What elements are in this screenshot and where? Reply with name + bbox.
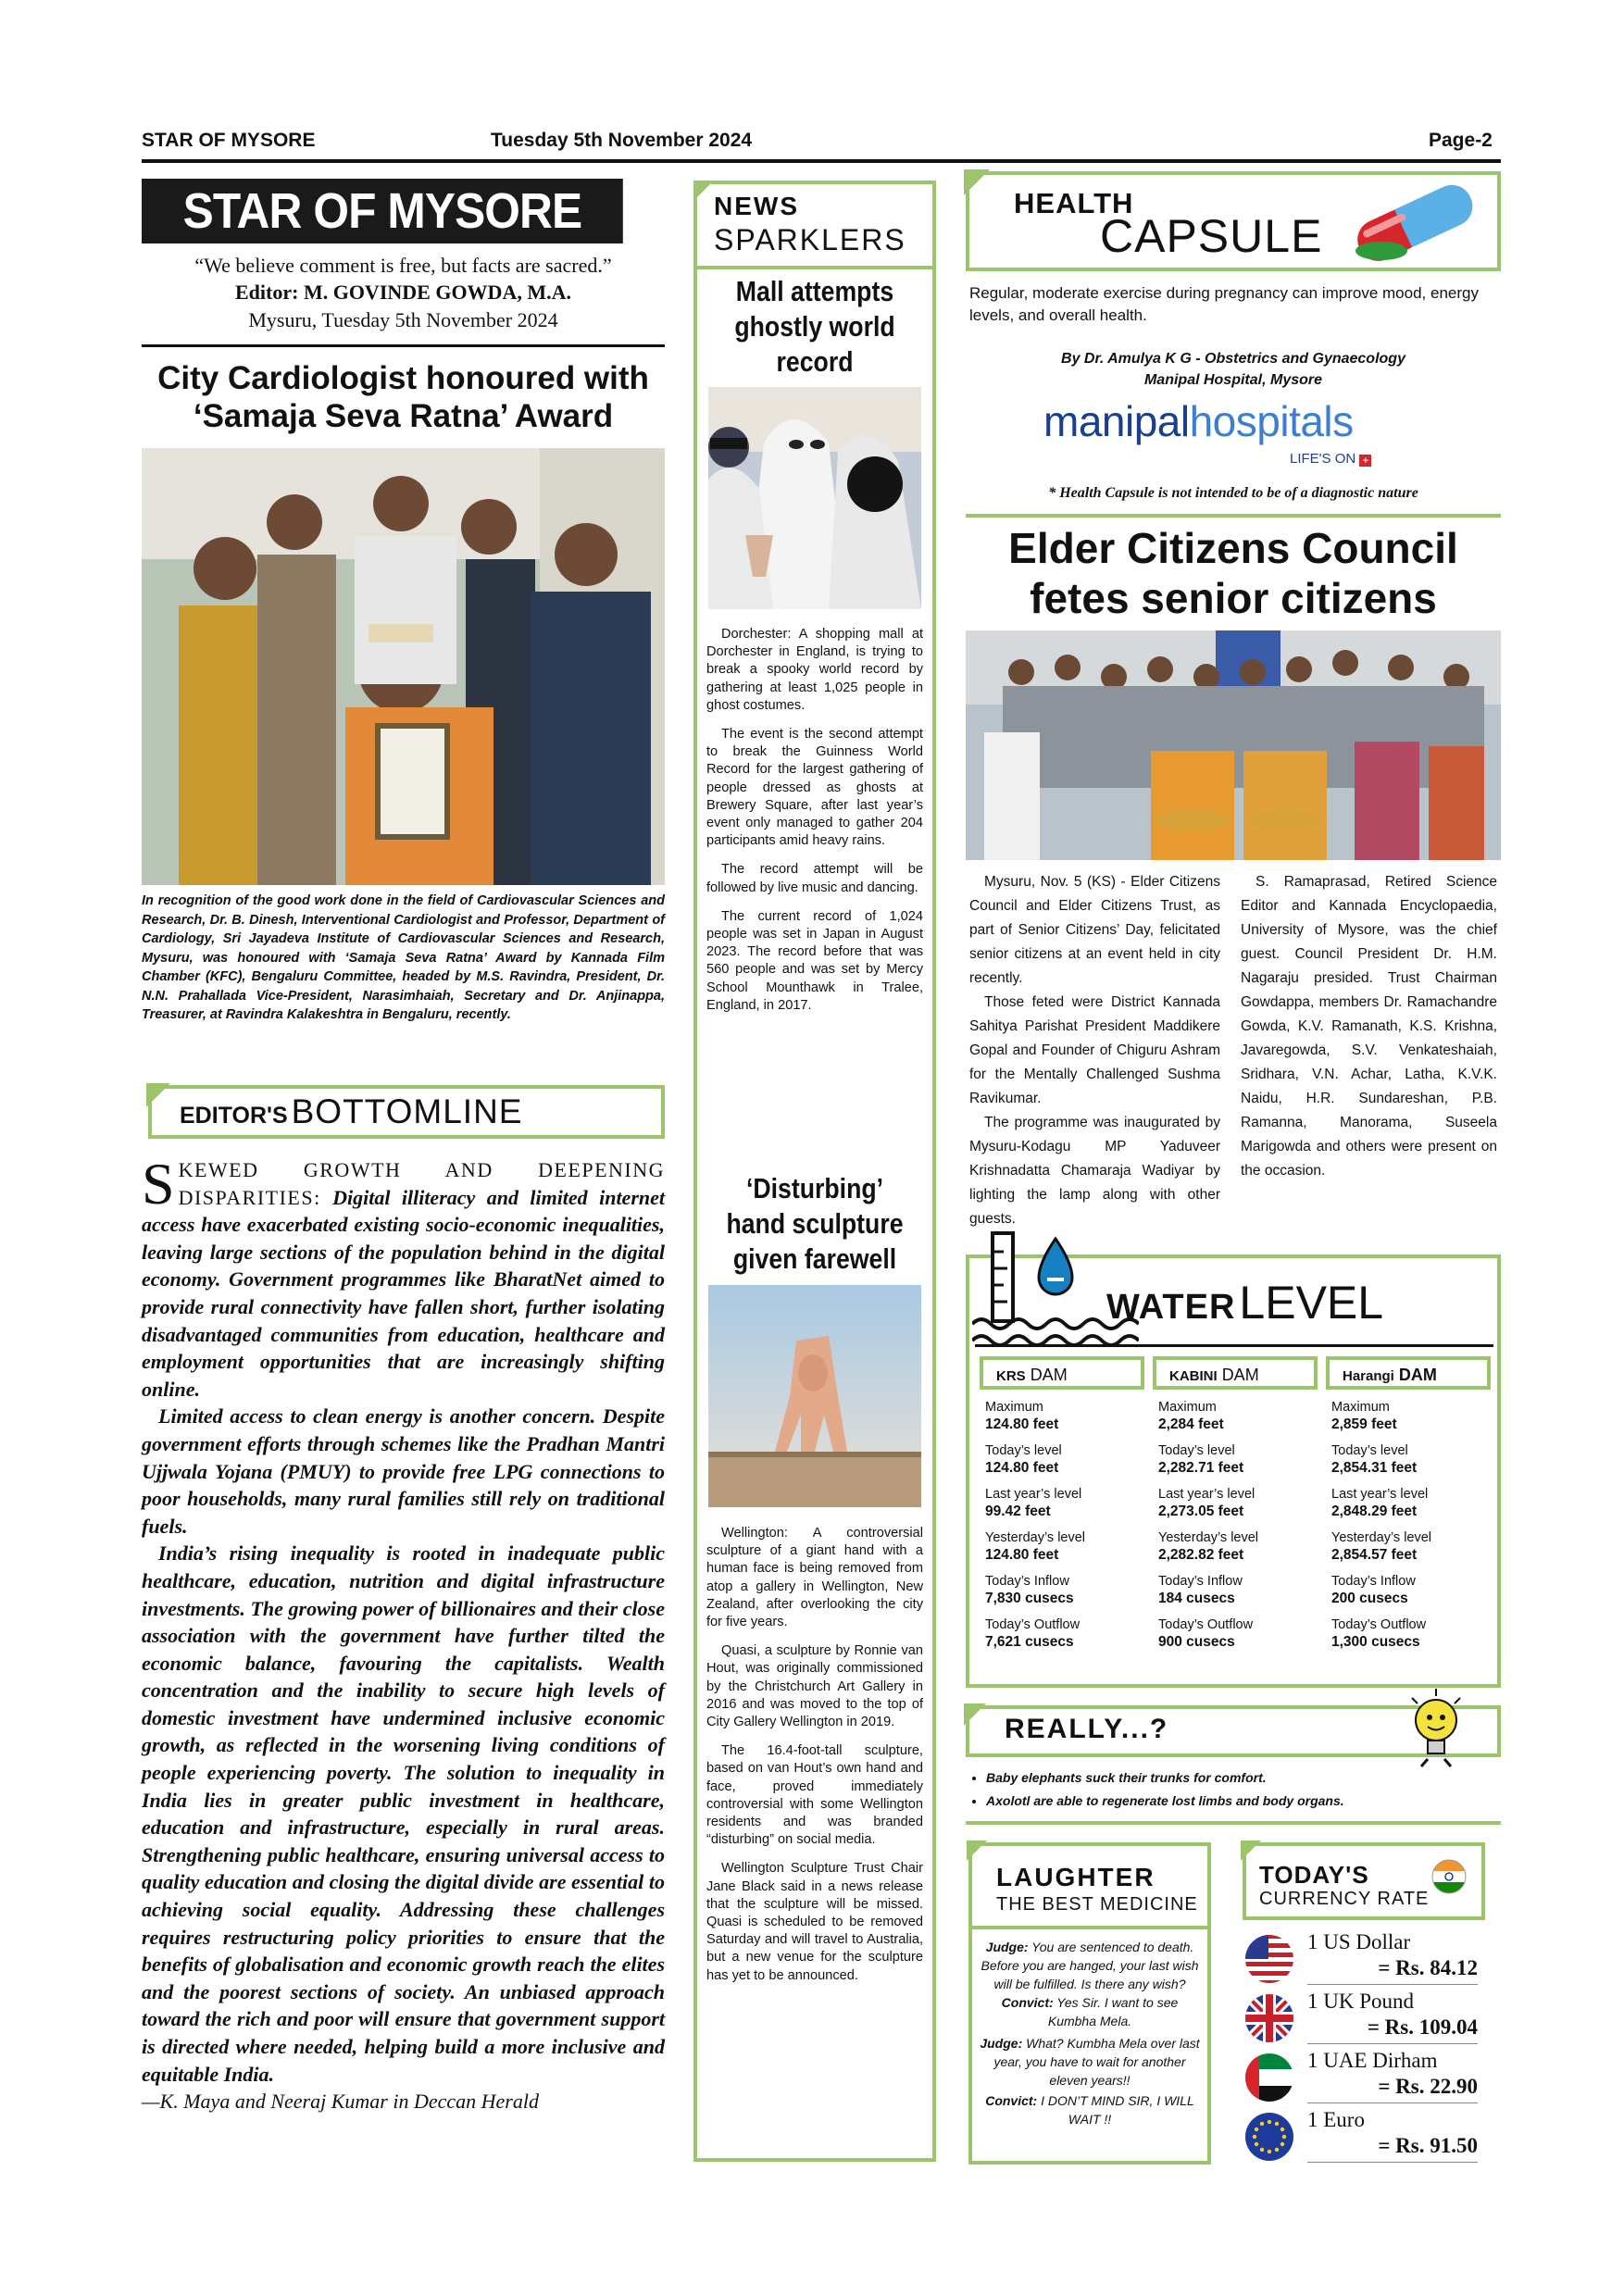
dam-reading-value: 2,284 feet <box>1158 1416 1224 1432</box>
bottomline-lead-caps: KEWED GROWTH AND DEEPENING DISPARITIES: <box>178 1158 665 1209</box>
dam-name-tab <box>1153 1356 1318 1390</box>
laughter-exchange <box>976 2034 1204 2090</box>
hand-sculpture-para: Wellington Sculpture Trust Chair Jane Black said in a news release that the sculpture will be missed. Quasi is scheduled to be removed Saturday and will travel to Australia, but a new venue for the sculpture has yet to be announced. <box>706 1861 923 1983</box>
bottomline-label-box <box>148 1085 665 1139</box>
dam-reading-label: Today’s level <box>985 1443 1062 1458</box>
corner-flag-icon <box>964 169 990 195</box>
plus-icon: + <box>1359 455 1371 467</box>
dam-name-tab <box>980 1356 1144 1390</box>
dam-reading-value: 900 cusecs <box>1158 1634 1235 1650</box>
india-flag-icon <box>1430 1858 1468 1895</box>
dam-harangi <box>1326 1356 1491 1660</box>
dam-reading-value: 2,854.31 feet <box>1331 1460 1418 1476</box>
dam-reading-label: Today’s level <box>1331 1443 1408 1458</box>
bottomline-dropcap: S <box>142 1151 175 1217</box>
laughter-line: You are sentenced to death. Before you are hanged, your last wish will be fulfilled. Is there any wish? <box>981 1940 1199 1991</box>
corner-flag-icon <box>1241 1841 1261 1861</box>
dam-reading-label: Today’s Outflow <box>1158 1617 1254 1632</box>
dam-reading-value: 124.80 feet <box>985 1547 1059 1563</box>
bottomline-label <box>180 1092 522 1131</box>
masthead-dateline: Mysuru, Tuesday 5th November 2024 <box>248 308 558 331</box>
dam-name: KABINI <box>1169 1368 1218 1384</box>
cardiologist-award-photo <box>142 448 665 885</box>
dam-reading-value: 184 cusecs <box>1158 1591 1235 1606</box>
eu-flag-icon <box>1244 2112 1294 2162</box>
elder-citizens-col2 <box>1241 870 1497 1183</box>
elder-citizens-headline <box>966 523 1501 623</box>
health-byline <box>969 348 1497 391</box>
dam-reading-value: 200 cusecs <box>1331 1591 1408 1606</box>
uk-flag-icon <box>1244 1993 1294 2043</box>
dam-reading-label: Last year’s level <box>1158 1487 1255 1502</box>
dam-reading-value: 2,282.71 feet <box>1158 1460 1244 1476</box>
laughter-label-bold: LAUGHTER <box>996 1863 1156 1891</box>
dam-reading-label: Today’s Inflow <box>1331 1574 1416 1589</box>
dam-reading-label: Yesterday’s level <box>1331 1530 1432 1545</box>
laughter-exchange <box>976 1938 1204 2030</box>
dam-reading-value: 2,273.05 feet <box>1158 1504 1244 1519</box>
dam-reading-value: 2,859 feet <box>1331 1416 1397 1432</box>
dam-suffix: DAM <box>1398 1366 1437 1384</box>
currency-name: 1 Euro <box>1307 2108 1365 2131</box>
laughter-exchange <box>976 2091 1204 2128</box>
elder-citizens-photo <box>966 630 1501 860</box>
dam-reading-label: Last year’s level <box>985 1487 1082 1502</box>
bottomline-credit: —K. Maya and Neeraj Kumar in Deccan Herald <box>142 2090 539 2114</box>
currency-name: 1 UK Pound <box>1307 1990 1415 2013</box>
currency-label-light: CURRENCY RATE <box>1259 1889 1430 1909</box>
dam-name: Harangi <box>1343 1368 1394 1384</box>
currency-underline <box>1307 2043 1478 2044</box>
bottomline-para-3: India’s rising inequality is rooted in inadequate public healthcare, education, nutrition and digital infrastructure investments. The growing power of billionaires and their close association with the government have further tilted the economic balance, favouring the capitalists. Wealth concentration and the inability to secure high levels of domestic investment have undermined inclusive economic growth, as reflected in the worsening living conditions of people experiencing poverty. The solution to inequality in India lies in greater public investment in healthcare, education and infrastructure, especially in rural areas. Strengthening public healthcare, ensuring universal access to quality education and closing the digital divide are essential to achieving social equality. Addressing these challenges requires restructuring policy priorities to ensure that the benefits of globalisation and economic growth reach the elites and the poorest sections of society. An unbiased approach toward the rich and poor will ensure that government support is directed where needed, helping build a more inclusive and equitable India. <box>142 1541 665 2086</box>
laughter-speaker: Judge: <box>985 1940 1029 1954</box>
ghost-record-para: Dorchester: A shopping mall at Dorchester in England, is trying to break a spooky world record by gathering at least 1,025 people in ghost costumes. <box>706 627 923 713</box>
elder-citizens-headline-line2: fetes senior citizens <box>1030 574 1437 622</box>
dam-reading-label: Today’s level <box>1158 1443 1235 1458</box>
dam-reading-label: Last year’s level <box>1331 1487 1429 1502</box>
manipal-logo-part2: hospitals <box>1189 397 1354 445</box>
dam-reading-label: Today’s Inflow <box>985 1574 1069 1589</box>
really-fact: • Baby elephants suck their trunks for comfort. <box>986 1766 1514 1790</box>
dam-reading-label: Maximum <box>985 1400 1043 1415</box>
bottomline-body <box>142 1151 665 2115</box>
currency-row <box>1243 1930 1485 1990</box>
news-sparklers-big: SPARKLERS <box>714 223 906 256</box>
health-capsule-small: HEALTH <box>1014 187 1134 219</box>
masthead-motto: “We believe comment is free, but facts are sacred.” <box>194 254 612 277</box>
bottomline-label-small: EDITOR'S <box>180 1103 288 1129</box>
really-fact: • Axolotl are able to regenerate lost limbs and body organs. <box>986 1790 1514 1813</box>
dam-readings <box>1153 1390 1318 1652</box>
really-label: REALLY...? <box>1005 1714 1169 1744</box>
dam-reading-value: 2,282.82 feet <box>1158 1547 1244 1563</box>
currency-underline <box>1307 2162 1478 2163</box>
laughter-line: Yes Sir. I want to see Kumbha Mela. <box>1047 1995 1179 2028</box>
laughter-speaker: Judge: <box>980 2036 1023 2051</box>
laughter-line: What? Kumbha Mela over last year, you have to wait for another eleven years!! <box>993 2036 1200 2088</box>
dam-reading-value: 99.42 feet <box>985 1504 1051 1519</box>
water-level-light: LEVEL <box>1239 1277 1384 1329</box>
really-rule <box>966 1821 1501 1825</box>
elder-citizens-para: S. Ramaprasad, Retired Science Editor and Kannada Encyclopaedia, University of Mysore, was the chief guest. Council President Dr. H.M. Nagaraju presided. Trust Chairman Gowdappa, members Dr. Ramachandre Gowda, K.V. Ramanath, K.S. Krishna, Javaregowda, S.V. Venkateshaiah, Sridhara, V.N. Achar, Latha, K.V.K. Naidu, H.R. Sundareshan, P.B. Ramanna, Manorama, Suseela Marigowda and others were present on the occasion. <box>1241 874 1497 1179</box>
dam-suffix: DAM <box>1221 1366 1259 1384</box>
dam-reading-label: Maximum <box>1158 1400 1217 1415</box>
manipal-tagline-text: LIFE'S ON <box>1290 451 1356 467</box>
hand-sculpture-body <box>706 1525 923 1996</box>
masthead-title: STAR OF MYSORE <box>142 179 623 243</box>
dam-reading-value: 7,621 cusecs <box>985 1634 1074 1650</box>
capsule-pill-icon <box>1344 179 1488 267</box>
dam-reading-label: Maximum <box>1331 1400 1390 1415</box>
uae-flag-icon <box>1244 2053 1294 2103</box>
corner-flag-icon <box>967 1841 987 1861</box>
currency-underline <box>1307 1984 1478 1985</box>
health-tip: Regular, moderate exercise during pregnancy can improve mood, energy levels, and overall health. <box>969 284 1479 324</box>
hand-sculpture-headline: ‘Disturbing’ hand sculpture given farewell <box>726 1172 904 1275</box>
corner-flag-icon <box>964 1703 986 1726</box>
dam-reading-label: Yesterday’s level <box>985 1530 1086 1545</box>
running-header-page: Page-2 <box>1429 130 1493 151</box>
hand-sculpture-para: Wellington: A controversial sculpture of a giant hand with a human face is being removed from atop a gallery in Wellington, New Zealand, after overlooking the city for five years. <box>706 1526 923 1630</box>
currency-row <box>1243 2049 1485 2108</box>
cardiologist-headline-line1: City Cardiologist honoured with <box>157 360 649 396</box>
running-header-date: Tuesday 5th November 2024 <box>491 130 753 151</box>
dam-kabini <box>1153 1356 1318 1660</box>
health-byline-hospital: Manipal Hospital, Mysore <box>1143 372 1323 388</box>
bottomline-para-2: Limited access to clean energy is another concern. Despite government efforts through schemes like the Pradhan Mantri Ujjwala Yojana (PMUY) to provide free LPG connections to poor households, many rural families still rely on traditional fuels. <box>142 1404 665 1538</box>
dam-reading-label: Yesterday’s level <box>1158 1530 1259 1545</box>
ghost-record-para: The record attempt will be followed by live music and dancing. <box>706 862 923 895</box>
dam-reading-label: Today’s Inflow <box>1158 1574 1243 1589</box>
dam-reading-label: Today’s Outflow <box>985 1617 1081 1632</box>
currency-rates <box>1243 1930 1485 2167</box>
ghost-costumes-photo <box>708 387 921 609</box>
elder-citizens-para: The programme was inaugurated by Mysuru-Kodagu MP Yaduveer Krishnadatta Chamaraja Wadiyar by lighting the lamp along with other guests. <box>969 1115 1220 1227</box>
currency-value: = Rs. 91.50 <box>1378 2134 1478 2157</box>
elder-citizens-headline-line1: Elder Citizens Council <box>1008 524 1458 572</box>
health-capsule-big: CAPSULE <box>1100 210 1323 262</box>
dam-reading-value: 2,854.57 feet <box>1331 1547 1418 1563</box>
currency-value: = Rs. 22.90 <box>1378 2075 1478 2098</box>
news-sparklers-small: NEWS <box>714 192 799 220</box>
currency-value: = Rs. 109.04 <box>1367 2015 1478 2039</box>
laughter-rule <box>968 1926 1211 1929</box>
water-level-label <box>1106 1276 1383 1329</box>
bottomline-para-1 <box>142 1151 665 1403</box>
corner-flag-icon <box>146 1083 170 1107</box>
health-disclaimer: * Health Capsule is not intended to be of a diagnostic nature <box>1048 485 1418 501</box>
really-facts <box>966 1766 1514 1813</box>
dam-name: KRS <box>996 1368 1026 1384</box>
news-sparklers-rule <box>693 266 936 269</box>
dam-name-tab <box>1326 1356 1491 1390</box>
currency-label-bold: TODAY'S <box>1259 1861 1369 1889</box>
laughter-speaker: Convict: <box>1001 1995 1054 2010</box>
cardiologist-headline <box>142 359 665 436</box>
dam-reading-label: Today’s Outflow <box>1331 1617 1427 1632</box>
bottomline-para-1-text: Digital illiteracy and limited internet access have exacerbated existing socio-economic inequalities, leaving large sections of the population behind in the digital economy. Government programmes like BharatNet aimed to provide rural connectivity have fallen short, further isolating disadvantaged communities from education, healthcare and employment opportunities that are increasingly shifting online. <box>142 1185 665 1401</box>
us-flag-icon <box>1244 1934 1294 1984</box>
laughter-line: I DON’T MIND SIR, I WILL WAIT !! <box>1037 2093 1194 2127</box>
hand-sculpture-photo <box>708 1285 921 1507</box>
dam-reading-value: 2,848.29 feet <box>1331 1504 1418 1519</box>
manipal-logo-part1: manipal <box>1043 397 1190 445</box>
water-level-rule <box>975 1344 1493 1347</box>
hand-sculpture-para: The 16.4-foot-tall sculpture, based on van Hout’s own hand and face, proved immediately controversial with some Wellington residents and was branded “disturbing” on social media. <box>706 1743 923 1848</box>
manipal-tagline <box>1290 451 1371 467</box>
laughter-speaker: Convict: <box>985 2093 1038 2108</box>
masthead-editor: Editor: M. GOVINDE GOWDA, M.A. <box>235 281 571 304</box>
dam-suffix: DAM <box>1030 1366 1068 1384</box>
dam-readings <box>980 1390 1144 1652</box>
corner-flag-icon <box>693 181 714 201</box>
header-rule <box>142 159 1501 163</box>
dam-reading-value: 7,830 cusecs <box>985 1591 1074 1606</box>
hand-sculpture-para: Quasi, a sculpture by Ronnie van Hout, was originally commissioned by the Christchurch Art Gallery in 2016 and was moved to the top of City Gallery Wellington in 2019. <box>706 1643 923 1730</box>
elder-citizens-col1 <box>969 870 1220 1231</box>
currency-row <box>1243 1990 1485 2049</box>
currency-value: = Rs. 84.12 <box>1378 1956 1478 1979</box>
cardiologist-headline-line2: ‘Samaja Seva Ratna’ Award <box>193 398 614 435</box>
laughter-joke <box>976 1938 1204 2128</box>
ghost-record-body <box>706 626 923 1026</box>
currency-name: 1 UAE Dirham <box>1307 2049 1438 2072</box>
dam-reading-value: 1,300 cusecs <box>1331 1634 1420 1650</box>
masthead-rule <box>142 344 665 347</box>
laughter-label-light: THE BEST MEDICINE <box>996 1894 1198 1915</box>
manipal-logo <box>1043 396 1354 446</box>
water-level-bold: WATER <box>1106 1288 1236 1327</box>
dam-krs <box>980 1356 1144 1660</box>
dam-reading-value: 124.80 feet <box>985 1460 1059 1476</box>
health-byline-doctor: By Dr. Amulya K G - Obstetrics and Gynaecology <box>1061 351 1405 367</box>
bottomline-label-big: BOTTOMLINE <box>291 1092 523 1130</box>
dam-readings <box>1326 1390 1491 1652</box>
cardiologist-caption: In recognition of the good work done in the field of Cardiovascular Sciences and Research, Dr. B. Dinesh, Interventional Cardiologist and Professor, Department of Cardiology, Sri Jayadeva Institute of Cardiovascular Sciences and Research, Mysuru, was honoured with ‘Samaja Seva Ratna’ Award by Kannada Film Chamber (KFC), Bengaluru Committee, headed by M.S. Ravindra, President, Dr. N.N. Prahallada Vice-President, Narasimhaiah, Secretary and Dr. Anjinappa, Treasurer, at Ravindra Kalakeshtra in Bengaluru, recently. <box>142 893 665 1022</box>
ghost-record-para: The current record of 1,024 people was set in Japan in August 2023. The record before that was 560 people and was set by Mercy School Mounthawk in Tralee, England, in 2017. <box>706 908 923 1013</box>
currency-row <box>1243 2108 1485 2167</box>
running-header-paper: STAR OF MYSORE <box>142 130 316 151</box>
currency-name: 1 US Dollar <box>1307 1930 1411 1953</box>
ghost-record-headline: Mall attempts ghostly world record <box>734 275 895 378</box>
health-rule <box>966 514 1501 518</box>
elder-citizens-para: Those feted were District Kannada Sahitya Parishat President Maddikere Gopal and Founder of Chiguru Ashram for the Mentally Challenged Sushma Ravikumar. <box>969 994 1220 1106</box>
lightbulb-idea-icon <box>1403 1687 1469 1768</box>
ghost-record-para: The event is the second attempt to break the Guinness World Record for the largest gathering of people dressed as ghosts at Brewery Square, after last year’s event only managed to gather 204 participants amid heavy rains. <box>706 727 923 849</box>
dam-reading-value: 124.80 feet <box>985 1416 1059 1432</box>
elder-citizens-para: Mysuru, Nov. 5 (KS) - Elder Citizens Council and Elder Citizens Trust, as part of Senior Citizens’ Day, felicitated senior citizens at an event held in city recently. <box>969 874 1220 986</box>
